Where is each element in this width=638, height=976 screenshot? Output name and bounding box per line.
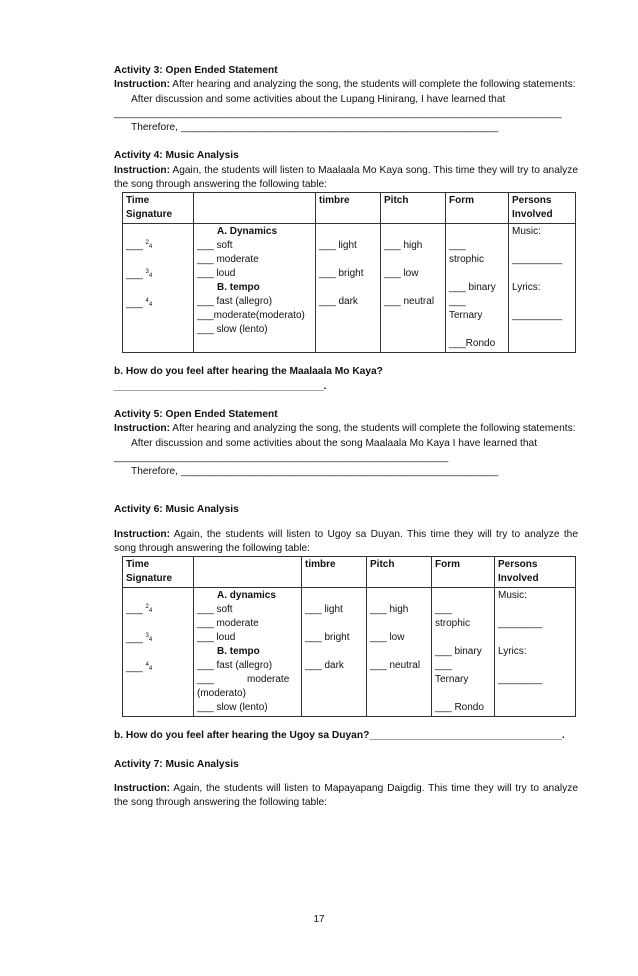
dynamics-option[interactable]: ___ soft (197, 604, 233, 616)
timbre-cell (316, 224, 381, 353)
timbre-option[interactable]: ___ dark (319, 296, 358, 308)
music-analysis-table (122, 556, 576, 717)
pitch-cell (381, 224, 446, 353)
dynamics-option[interactable]: ___ soft (197, 240, 233, 252)
timbre-option[interactable]: ___ bright (305, 632, 350, 644)
form-label: strophic (435, 618, 471, 630)
header-timbre: timbre (302, 557, 367, 588)
form-label: Ternary (435, 674, 469, 686)
dynamics-option[interactable]: ___ loud (197, 268, 236, 280)
header-form: Form (432, 557, 495, 588)
header-time-signature: Time Signature (123, 193, 194, 224)
ts-option[interactable]: ___ $^4$4 (126, 662, 153, 674)
persons-cell (509, 224, 576, 353)
activity-3-section (114, 64, 578, 135)
music-label: Music: (498, 590, 527, 602)
activity-5-statement-1: After discussion and some activities about the song Maalaala Mo Kaya I have learned that (131, 437, 538, 449)
activity-3-therefore-line[interactable]: Therefore, ________________________________________________________ (131, 122, 499, 134)
lyrics-answer-line[interactable]: ________ (498, 674, 543, 686)
instruction-label: Instruction: (114, 164, 171, 176)
activity-5-title: Activity 5: Open Ended Statement (114, 408, 278, 420)
music-label: Music: (512, 226, 541, 238)
activity-6-question: b. How do you feel after hearing the Ugoy sa Duyan?__________________________________. (114, 730, 565, 742)
activity-5-therefore-line[interactable]: Therefore, ________________________________________________________ (131, 466, 499, 478)
activity-4-instruction (114, 164, 578, 193)
header-pitch: Pitch (381, 193, 446, 224)
tempo-heading: B. tempo (217, 646, 260, 658)
ts-option[interactable]: ___ $^4$4 (126, 298, 153, 310)
pitch-option[interactable]: ___ high (384, 240, 423, 252)
timbre-option[interactable]: ___ bright (319, 268, 364, 280)
timbre-option[interactable]: ___ light (319, 240, 357, 252)
instruction-text: Again, the students will listen to Maalaala Mo Kaya song. This time they will try to analyze the song through answering the following table: (114, 164, 578, 191)
form-option[interactable]: ___ binary (449, 282, 496, 294)
pitch-cell (367, 588, 432, 717)
timbre-option[interactable]: ___ dark (305, 660, 344, 672)
form-option[interactable]: ___ Rondo (435, 702, 484, 714)
instruction-label: Instruction: (114, 423, 171, 435)
instruction-label: Instruction: (114, 782, 171, 794)
activity-6-section (114, 503, 578, 743)
activity-7-section (114, 758, 578, 811)
activity-5-section (114, 408, 578, 479)
instruction-text: Again, the students will listen to Ugoy sa Duyan. This time they will try to analyze the song through answering the following table: (114, 528, 578, 555)
timbre-cell (302, 588, 367, 717)
tempo-option[interactable]: ___ slow (lento) (197, 702, 268, 714)
header-form: Form (446, 193, 509, 224)
dynamics-heading: A. Dynamics (217, 226, 278, 238)
activity-6-instruction (114, 528, 578, 557)
dynamics-heading: A. dynamics (217, 590, 276, 602)
activity-7-instruction (114, 782, 578, 811)
lyrics-label: Lyrics: (498, 646, 527, 658)
tempo-option-continued: (moderato) (197, 688, 246, 700)
music-answer-line[interactable]: _________ (512, 254, 563, 266)
form-cell (432, 588, 495, 717)
activity-4-section (114, 149, 578, 393)
timbre-option[interactable]: ___ light (305, 604, 343, 616)
pitch-option[interactable]: ___ high (370, 604, 409, 616)
instruction-text: After hearing and analyzing the song, the students will complete the following statements: (170, 79, 576, 91)
activity-5-answer-line[interactable]: ___________________________________________________________ (114, 451, 449, 463)
form-label: strophic (449, 254, 485, 266)
form-option[interactable]: ___ (435, 604, 452, 616)
pitch-option[interactable]: ___ low (384, 268, 419, 280)
instruction-label: Instruction: (114, 79, 171, 91)
header-persons-involved: Persons Involved (495, 557, 576, 588)
tempo-option[interactable]: ___ fast (allegro) (197, 660, 273, 672)
tempo-option[interactable]: ___moderate(moderato) (197, 310, 305, 322)
persons-cell (495, 588, 576, 717)
form-label: Ternary (449, 310, 483, 322)
instruction-label: Instruction: (114, 528, 171, 540)
time-signature-cell (123, 588, 194, 717)
ts-option[interactable]: ___ $^2$4 (126, 240, 153, 252)
dynamics-option[interactable]: ___ moderate (197, 618, 259, 630)
header-pitch: Pitch (367, 557, 432, 588)
form-option[interactable]: ___ (449, 296, 466, 308)
lyrics-answer-line[interactable]: _________ (512, 310, 563, 322)
tempo-option[interactable]: ___ fast (allegro) (197, 296, 273, 308)
activity-5-instruction (114, 422, 578, 436)
header-timbre: timbre (316, 193, 381, 224)
activity-3-answer-line[interactable]: _______________________________________________________________________________ (114, 107, 562, 119)
activity-6-answer-line[interactable]: __________________________________. (369, 730, 565, 742)
music-answer-line[interactable]: ________ (498, 618, 543, 630)
activity-4-question: b. How do you feel after hearing the Maalaala Mo Kaya? (114, 366, 383, 378)
ts-option[interactable]: ___ $^3$4 (126, 269, 153, 281)
activity-3-instruction (114, 78, 578, 92)
instruction-text: Again, the students will listen to Mapayapang Daigdig. This time they will try to analyze the song through answering the following table: (114, 782, 578, 809)
time-signature-cell (123, 224, 194, 353)
header-persons-involved: Persons Involved (509, 193, 576, 224)
pitch-option[interactable]: ___ neutral (370, 660, 421, 672)
tempo-option[interactable]: ___ moderate (197, 674, 290, 686)
ts-option[interactable]: ___ $^3$4 (126, 633, 153, 645)
activity-3-title: Activity 3: Open Ended Statement (114, 65, 278, 76)
tempo-option[interactable]: ___ slow (lento) (197, 324, 268, 336)
dynamics-option[interactable]: ___ moderate (197, 254, 259, 266)
activity-6-title: Activity 6: Music Analysis (114, 504, 239, 516)
activity-4-answer-line[interactable]: _____________________________________. (114, 380, 327, 392)
lyrics-label: Lyrics: (512, 282, 541, 294)
form-option[interactable]: ___ (449, 240, 466, 252)
form-option[interactable]: ___ binary (435, 646, 482, 658)
music-analysis-table (122, 192, 576, 353)
activity-3-statement-1: After discussion and some activities about the Lupang Hinirang, I have learned that (131, 93, 506, 105)
activity-4-title: Activity 4: Music Analysis (114, 150, 239, 162)
dynamics-tempo-cell (194, 224, 316, 353)
pitch-option[interactable]: ___ neutral (384, 296, 435, 308)
header-time-signature: Time Signature (123, 557, 194, 588)
activity-7-title: Activity 7: Music Analysis (114, 758, 239, 770)
dynamics-option[interactable]: ___ loud (197, 632, 236, 644)
page-number: 17 (313, 914, 325, 925)
form-cell (446, 224, 509, 353)
tempo-heading: B. tempo (217, 282, 260, 294)
form-option[interactable]: ___Rondo (449, 338, 496, 350)
pitch-option[interactable]: ___ low (370, 632, 405, 644)
form-option[interactable]: ___ (435, 660, 452, 672)
instruction-text: After hearing and analyzing the song, the students will complete the following statements: (170, 423, 576, 435)
ts-option[interactable]: ___ $^2$4 (126, 604, 153, 616)
worksheet-page (114, 64, 578, 811)
dynamics-tempo-cell (194, 588, 302, 717)
